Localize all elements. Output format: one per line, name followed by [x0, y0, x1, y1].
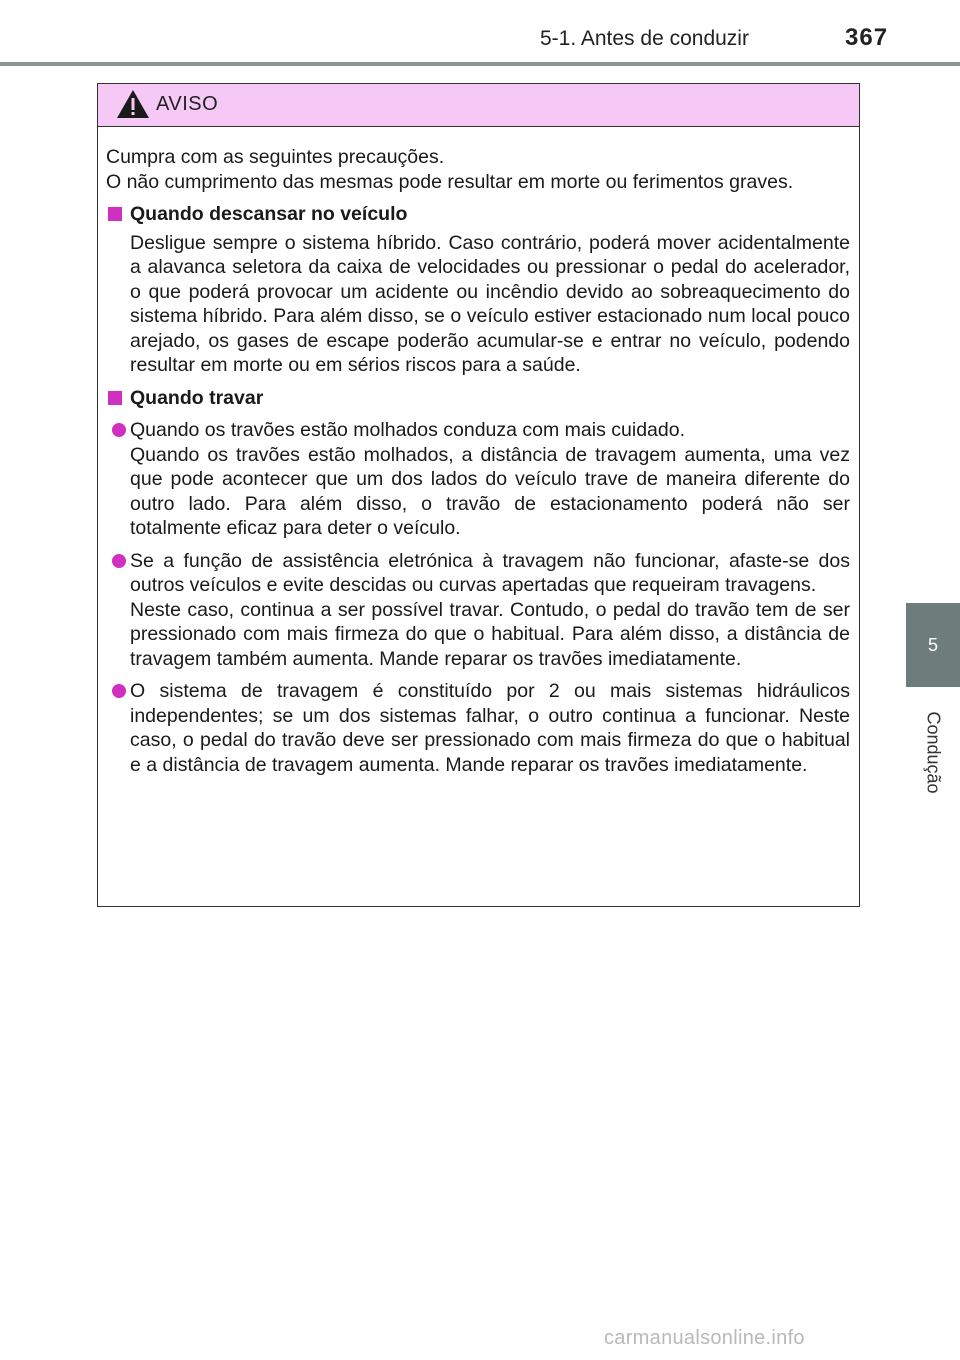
section-heading — [106, 386, 850, 411]
bullet-item — [106, 549, 850, 672]
bullet-item — [106, 679, 850, 777]
section-heading — [106, 202, 850, 227]
chapter-tab: 5 — [906, 603, 960, 687]
chapter-label-text: Condução — [923, 710, 944, 794]
warning-title: AVISO — [156, 93, 219, 115]
header-rule — [0, 62, 960, 66]
bullet-line: O sistema de travagem é constituído por 2 ou mais sistemas hidráulicos independentes; se um dos sistemas falhar, o outro continua a funcionar. Neste caso, o pedal do travão deve ser pressionado com mais firmeza do que o habitual e a distância de travagem aumenta. Mande reparar os travões imediatamente. — [130, 680, 850, 776]
warning-box — [97, 83, 860, 907]
section-paragraph: Desligue sempre o sistema híbrido. Caso contrário, poderá mover acidentalmente a alavanca seletora da caixa de velocidades ou pressionar o pedal do acelerador, o que poderá provocar um acidente ou incêndio devido ao sobreaquecimento do sistema híbrido. Para além disso, se o veículo estiver estacionado num local pouco arejado, os gases de escape poderão acumular-se e entrar no veículo, podendo resultar em morte ou em sérios riscos para a saúde. — [130, 231, 850, 376]
bullet-line: Neste caso, continua a ser possível travar. Contudo, o pedal do travão tem de ser pressionado com mais firmeza do que o habitual. Para além disso, a distância de travagem também aumenta. Mande reparar os travões imediatamente. — [130, 598, 850, 670]
warning-body — [98, 127, 859, 777]
warning-triangle-icon — [116, 89, 150, 119]
watermark: carmanualsonline.info — [604, 1327, 805, 1349]
circle-bullet-icon — [112, 554, 126, 568]
bullet-item — [106, 418, 850, 541]
circle-bullet-icon — [112, 423, 126, 437]
bullet-line: Se a função de assistência eletrónica à travagem não funcionar, afaste-se dos outros veículos e evite descidas ou curvas apertadas que requeiram travagens. — [130, 549, 850, 596]
intro-line: O não cumprimento das mesmas pode resultar em morte ou ferimentos graves. — [106, 170, 794, 193]
bullet-line: Quando os travões estão molhados conduza com mais cuidado. — [130, 419, 685, 441]
header-section-title: 5-1. Antes de conduzir — [540, 27, 749, 50]
square-bullet-icon — [108, 207, 122, 221]
circle-bullet-icon — [112, 684, 126, 698]
square-bullet-icon — [108, 391, 122, 405]
page-number: 367 — [845, 24, 889, 51]
chapter-label — [906, 697, 960, 807]
section-heading-text: Quando travar — [130, 386, 264, 409]
section-heading-text: Quando descansar no veículo — [130, 203, 408, 225]
bullet-line: Quando os travões estão molhados, a distância de travagem aumenta, uma vez que pode acontecer que um dos lados do veículo trave de maneira diferente do outro lado. Para além disso, o travão de estacionamento poderá não ser totalmente eficaz para deter o veículo. — [130, 443, 850, 539]
warning-header — [98, 84, 859, 127]
intro-line: Cumpra com as seguintes precauções. — [106, 146, 445, 168]
